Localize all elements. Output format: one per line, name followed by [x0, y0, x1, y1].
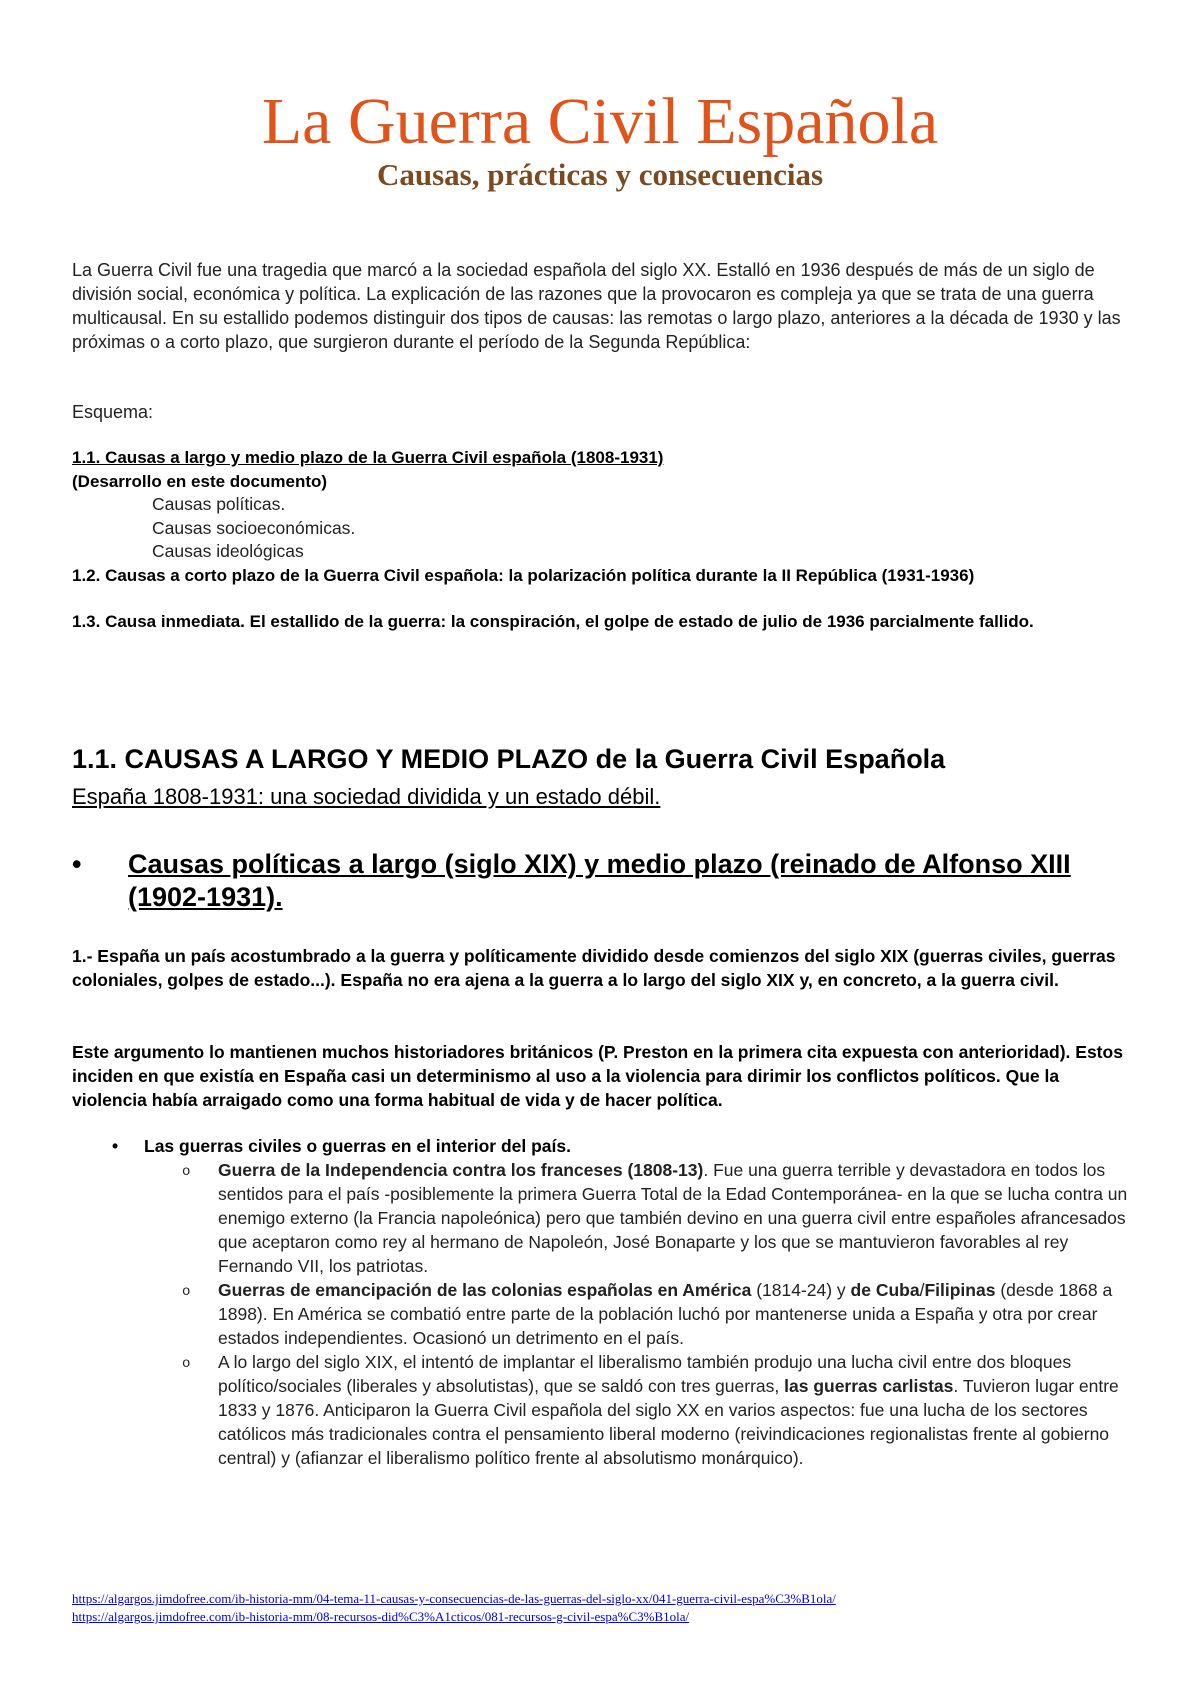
list-item-text: (desde 1868 a 1898). En América se combatió entre parte de la población luchó por mantenerse unida a España y otra por crear estados independientes. Ocasionó un detrimento en el país.	[218, 1280, 1113, 1348]
intro-paragraph: La Guerra Civil fue una tragedia que marcó a la sociedad española del siglo XX. Estalló en 1936 después de más de un siglo de división social, económica y política. La explicación de las razones que la provocaron es compleja ya que se trata de una guerra multicausal. En su estallido podemos distinguir dos tipos de causas: las remotas o largo plazo, anteriores a la década de 1930 y las próximas o a corto plazo, que surgieron durante el período de la Segunda República:	[72, 260, 1121, 352]
list-item-bold: Guerra de la Independencia contra los franceses (1808-13)	[218, 1160, 704, 1180]
footnote-link-1[interactable]: https://algargos.jimdofree.com/ib-historia-mm/04-tema-11-causas-y-consecuencias-de-las-guerras-del-siglo-xx/041-guerra-civil-espa%C3%B1ola/	[72, 1591, 836, 1606]
circle-bullet-icon: o	[182, 1284, 191, 1300]
outline-label: Esquema:	[72, 402, 154, 422]
list-item-text: /	[919, 1280, 925, 1300]
main-bullet-title: Causas políticas a largo (siglo XIX) y medio plazo (reinado de Alfonso XIII (1902-1931).	[128, 849, 1071, 912]
point-1-argument: Este argumento lo mantienen muchos historiadores británicos (P. Preston en la primera cita expuesta con anterioridad). Estos inciden en que existía en España casi un determinismo al uso a la violencia para dirimir los conflictos políticos. Que la violencia había arraigado como una forma habitual de vida y de hacer política.	[72, 1042, 1123, 1110]
outline-subitem-socioeconomicas: Causas socioeconómicas.	[152, 517, 356, 538]
outline-subitem-ideologicas: Causas ideológicas	[152, 541, 304, 561]
list-item-bold: Guerras de emancipación de las colonias españolas en América	[218, 1280, 752, 1300]
list-item-text: A lo largo del siglo XIX, el intentó de implantar el liberalismo también produjo una lucha civil entre dos bloques político/sociales (liberales y absolutistas), que se saldó con tres guerras,	[218, 1352, 1072, 1396]
section-heading: 1.1. CAUSAS A LARGO Y MEDIO PLAZO de la Guerra Civil Española	[72, 744, 946, 774]
document-title: La Guerra Civil Española	[261, 85, 939, 158]
outline-item-1: 1.1. Causas a largo y medio plazo de la Guerra Civil española (1808-1931)	[72, 448, 664, 467]
footnotes	[72, 1590, 1172, 1626]
list-item-text: . Fue una guerra terrible y devastadora en todos los sentidos para el país -posiblemente la primera Guerra Total de la Edad Contemporánea- en la que se lucha contra un enemigo externo (la Francia napoleónica) pero que también devino en una guerra civil entre españoles afrancesados que aceptaron como rey al hermano de Napoleón, José Bonaparte y los que se mantuvieron favorables al rey Fernando VII, los patriotas.	[218, 1160, 1128, 1276]
footnote-link-2[interactable]: https://algargos.jimdofree.com/ib-historia-mm/08-recursos-did%C3%A1cticos/081-recursos-g-civil-espa%C3%B1ola/	[72, 1609, 690, 1624]
section-subheading: España 1808-1931: una sociedad dividida y un estado débil.	[72, 784, 661, 809]
list-item-bold: Filipinas	[924, 1280, 996, 1300]
list-item-text: (1814-24) y	[751, 1280, 851, 1300]
outline-subitem-politicas: Causas políticas.	[152, 494, 286, 514]
outline-list	[72, 446, 1132, 634]
outline-item-2: 1.2. Causas a corto plazo de la Guerra Civil española: la polarización política durante la II República (1931-1936)	[72, 565, 975, 585]
list-item-bold: de Cuba	[850, 1280, 920, 1300]
list-heading-text: Las guerras civiles o guerras en el interior del país.	[144, 1136, 571, 1156]
bullet-icon: •	[72, 849, 82, 879]
outline-item-1-note: (Desarrollo en este documento)	[72, 471, 328, 491]
outline-item-3: 1.3. Causa inmediata. El estallido de la guerra: la conspiración, el golpe de estado de julio de 1936 parcialmente fallido.	[72, 612, 1034, 631]
document-subtitle: Causas, prácticas y consecuencias	[376, 157, 824, 192]
list-item-text: . Tuvieron lugar entre 1833 y 1876. Anticiparon la Guerra Civil española del siglo XX en varios aspectos: fue una lucha de los sectores católicos más tradicionales contra el pensamiento liberal moderno (reivindicaciones regionalistas frente al gobierno central) y (afianzar el liberalismo político frente al absolutismo monárquico).	[218, 1376, 1119, 1468]
circle-bullet-icon: o	[182, 1164, 191, 1180]
point-1: 1.- España un país acostumbrado a la guerra y políticamente dividido desde comienzos del siglo XIX (guerras civiles, guerras coloniales, golpes de estado...). España no era ajena a la guerra a lo largo del siglo XIX y, en concreto, a la guerra civil.	[72, 946, 1116, 990]
circle-bullet-icon: o	[182, 1356, 191, 1372]
bullet-icon: •	[112, 1136, 119, 1156]
list-item-bold: las guerras carlistas	[784, 1376, 954, 1396]
